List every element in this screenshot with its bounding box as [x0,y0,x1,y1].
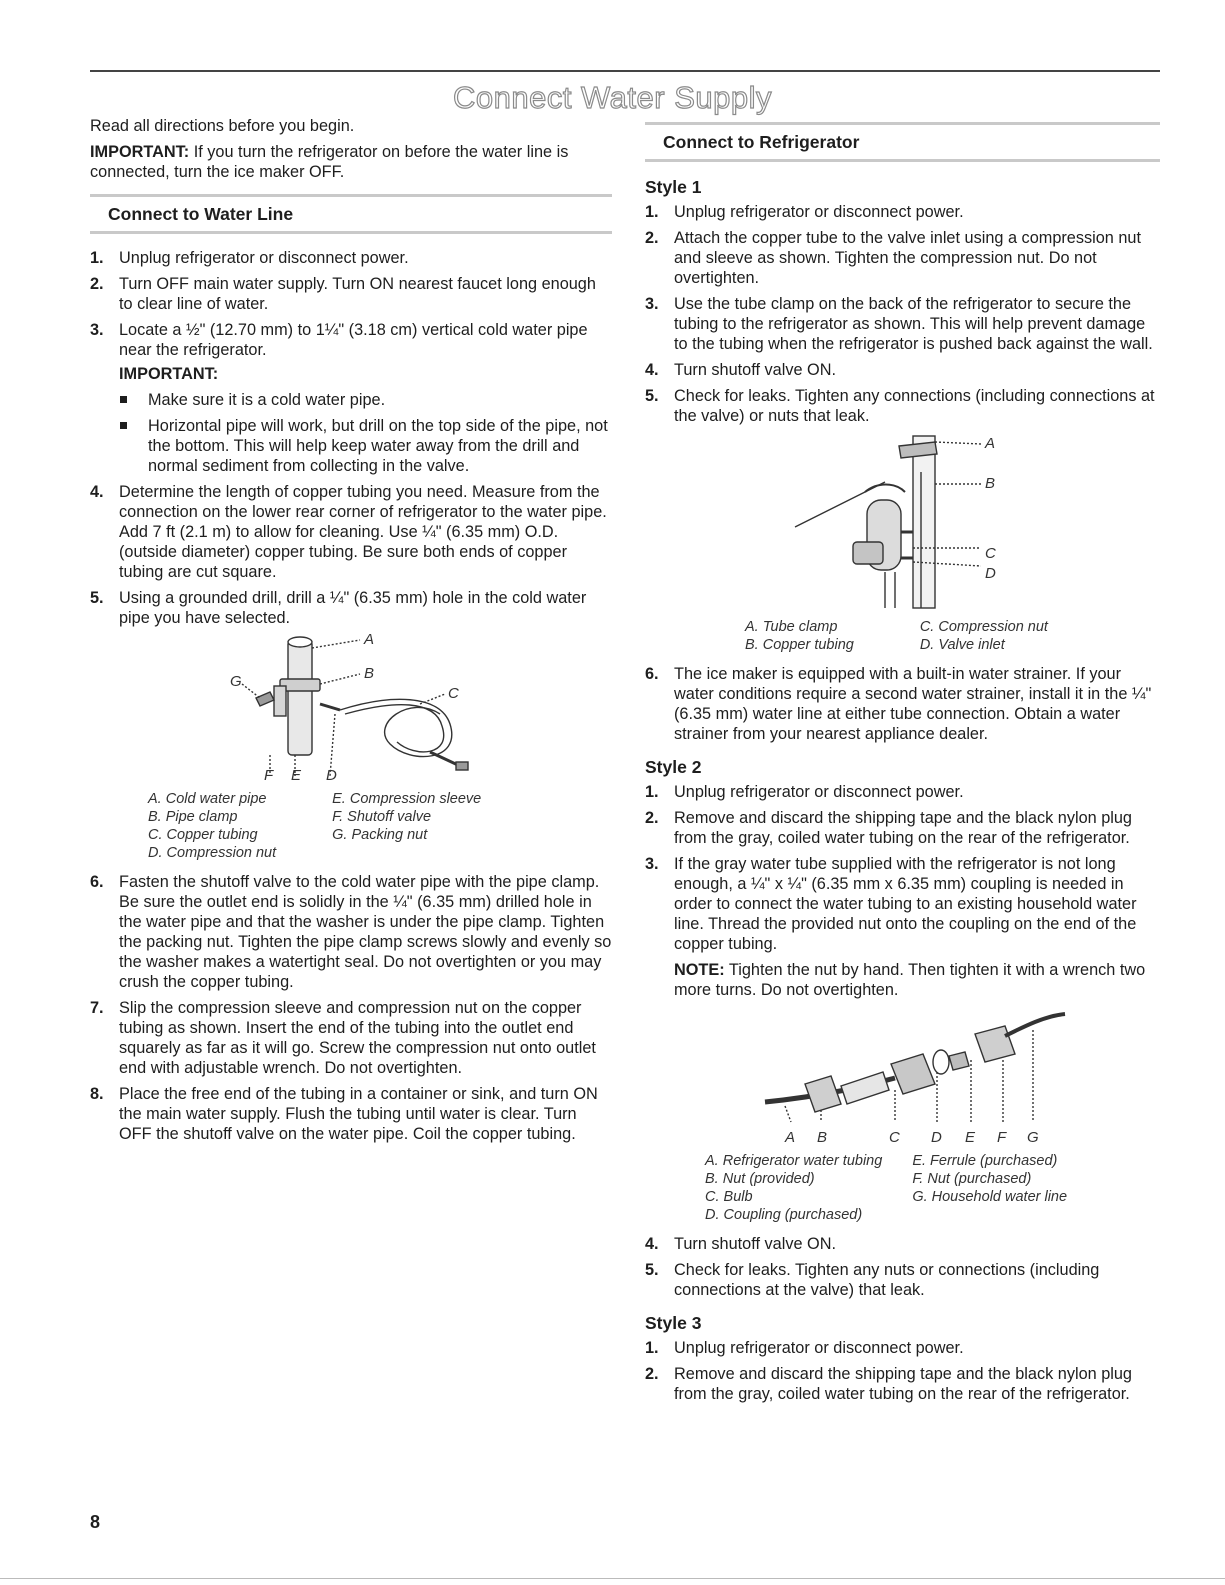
list-item: 5. Check for leaks. Tighten any nuts or connections (including connections at the valve) that leak. [645,1261,1100,1299]
figure-letter-b: B [985,475,996,492]
figure-letter-c: C [985,545,996,562]
list-item: 1. Unplug refrigerator or disconnect power. [645,783,964,801]
style1-steps [645,202,1160,426]
note-label: NOTE: [674,961,725,979]
figure-letter-g: G [1027,1129,1039,1146]
legend-col-left: A. Cold water pipe B. Pipe clamp C. Copper tubing D. Compression nut [148,791,277,861]
legend-col-right: E. Ferrule (purchased) F. Nut (purchased) G. Household water line [912,1153,1068,1205]
style1-heading: Style 1 [645,177,702,197]
intro-important [90,142,612,182]
figure-letter-d: D [326,767,337,784]
bullet-item: Make sure it is a cold water pipe. [119,390,612,410]
water-line-steps [90,248,612,628]
important-label: IMPORTANT: [90,143,190,161]
water-line-figure-legend [148,790,481,862]
list-item: 8. Place the free end of the tubing in a container or sink, and turn ON the main water supply. Flush the tubing until water is clear. Turn OFF the shutoff valve on the water pipe. Coil the copper tubing. [90,1085,598,1143]
list-item: 7. Slip the compression sleeve and compression nut on the copper tubing as shown. Insert the end of the tubing into the outlet end squarely as far as it will go. Screw the compression nut onto outlet end with adjustable wrench. Do not overtighten. [90,999,596,1077]
list-item: 1. Unplug refrigerator or disconnect power. [645,203,964,221]
figure-letter-b: B [364,665,375,682]
figure-letter-g: G [230,673,242,690]
list-item: 5. Check for leaks. Tighten any connections (including connections at the valve) or nuts that leak. [645,387,1155,425]
style2-note: NOTE: Tighten the nut by hand. Then tighten it with a wrench two more turns. Do not overtighten. [674,961,1146,999]
right-column [645,116,1160,1410]
bullet-square-icon [120,422,127,429]
style1-figure-legend [745,618,1048,654]
figure-letter-f: F [264,767,274,784]
water-line-steps-continued [90,872,612,1144]
section-heading-water-line: Connect to Water Line [90,194,612,234]
valve-inlet-figure [645,432,1160,612]
figure-letter-d: D [931,1129,942,1146]
legend-col-left: A. Tube clamp B. Copper tubing [745,619,854,653]
page-title: Connect Water Supply [452,80,772,115]
style3-steps [645,1338,1160,1404]
figure-letter-f: F [997,1129,1007,1146]
coupling-letters [645,1128,1160,1146]
style1-steps-continued [645,664,1160,744]
style2-heading: Style 2 [645,757,702,777]
figure-letter-c: C [448,685,459,702]
legend-col-right: C. Compression nut D. Valve inlet [919,619,1048,653]
top-rule [90,70,1160,72]
page-number: 8 [90,1512,101,1532]
list-item: 3. Locate a ½" (12.70 mm) to 1¼" (3.18 cm) vertical cold water pipe near the refrigerator. IMPORTANT: Make sure it is a cold water pipe. Horizontal pipe will work, but drill on the top side of the pipe, not the bottom. This will help keep water away from the drill and normal sediment from collecting in the valve. [90,320,612,476]
read-first-text: Read all directions before you begin. [90,117,355,135]
list-item: 4. Turn shutoff valve ON. [645,1235,836,1253]
list-item: 2. Turn OFF main water supply. Turn ON nearest faucet long enough to clear line of water. [90,275,596,313]
bottom-rule [0,1578,1225,1579]
figure-letter-e: E [965,1129,976,1146]
step3-important-label: IMPORTANT: [119,365,219,383]
style2-figure-legend [705,1152,1067,1224]
coupling-illustration [645,1006,1160,1128]
figure-letter-e: E [291,767,302,784]
list-item: 1. Unplug refrigerator or disconnect power. [90,249,409,267]
list-item: 6. Fasten the shutoff valve to the cold water pipe with the pipe clamp. Be sure the outlet end is solidly in the ¼" (6.35 mm) drilled hole in the water pipe and that the washer is under the pipe clamp. Tighten the packing nut. Tighten the pipe clamp screws slowly and evenly so the washer makes a watertight seal. Do not overtighten or you may crush the copper tubing. [90,873,612,991]
bullet-item: Horizontal pipe will work, but drill on the top side of the pipe, not the bottom. This will help keep water away from the drill and normal sediment from collecting in the valve. [119,416,612,476]
coupling-figure [645,1006,1160,1146]
shutoff-valve-illustration [90,634,612,784]
list-item: 1. Unplug refrigerator or disconnect power. [645,1339,964,1357]
list-item: 2. Remove and discard the shipping tape and the black nylon plug from the gray, coiled water tubing on the rear of the refrigerator. [645,1365,1132,1403]
list-item: 2. Attach the copper tube to the valve inlet using a compression nut and sleeve as shown. Tighten the compression nut. Do not overtighten. [645,229,1142,287]
style2-steps-continued [645,1234,1160,1300]
figure-letter-b: B [817,1129,828,1146]
style3-heading: Style 3 [645,1313,702,1333]
figure-letter-a: A [985,435,996,452]
list-item: 6. The ice maker is equipped with a built-in water strainer. If your water conditions require a second water strainer, install it in the ¼" (6.35 mm) water line at either tube connection. Obtain a water strainer from your nearest appliance dealer. [645,665,1152,743]
list-item: 5. Using a grounded drill, drill a ¼" (6.35 mm) hole in the cold water pipe you have selected. [90,589,587,627]
list-item: 3. If the gray water tube supplied with the refrigerator is not long enough, a ¼" x ¼" (6.35 mm x 6.35 mm) coupling is needed in order to connect the water tubing to an existing household water line. Thread the provided nut onto the coupling on the end of the copper tubing. NOTE: Tighten the nut by hand. Then tighten it with a wrench two more turns. Do not overtighten. [645,854,1160,1000]
important-text: If you turn the refrigerator on before the water line is connected, turn the ice maker OFF. [90,143,569,181]
figure-letter-a: A [785,1129,796,1146]
list-item: 3. Use the tube clamp on the back of the refrigerator to secure the tubing to the refrigerator as shown. This will help prevent damage to the tubing when the refrigerator is pushed back against the wall. [645,295,1153,353]
figure-letter-d: D [985,565,996,582]
style2-steps [645,782,1160,1000]
list-item: 2. Remove and discard the shipping tape and the black nylon plug from the gray, coiled water tubing on the rear of the refrigerator. [645,809,1132,847]
figure-letter-a: A [364,634,375,648]
valve-inlet-illustration [645,432,1160,612]
legend-col-right: E. Compression sleeve F. Shutoff valve G. Packing nut [332,791,482,843]
list-item: 4. Determine the length of copper tubing you need. Measure from the connection on the lower rear corner of refrigerator to the water pipe. Add 7 ft (2.1 m) to allow for cleaning. Use ¼" (6.35 mm) O.D. (outside diameter) copper tubing. Be sure both ends of copper tubing are cut square. [90,483,607,581]
bullet-square-icon [120,396,127,403]
figure-letter-c: C [889,1129,900,1146]
shutoff-valve-figure [90,634,612,784]
list-item: 4. Turn shutoff valve ON. [645,361,836,379]
section-heading-refrigerator: Connect to Refrigerator [645,122,1160,162]
legend-col-left: A. Refrigerator water tubing B. Nut (provided) C. Bulb D. Coupling (purchased) [705,1153,883,1223]
left-column [90,116,612,1150]
step3-bullets [119,390,612,476]
